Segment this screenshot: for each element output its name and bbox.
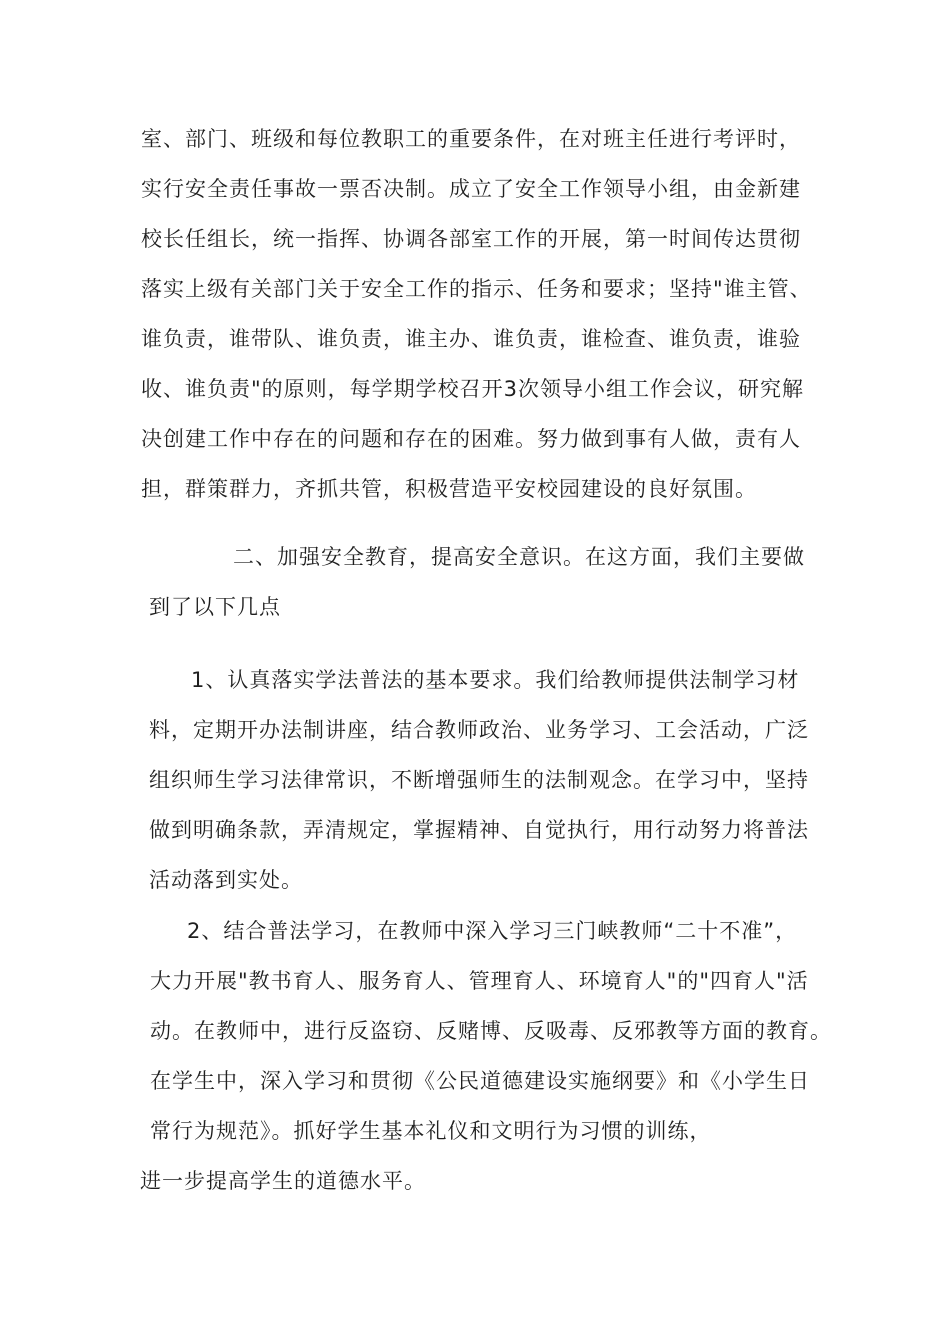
text-line: 谁负责，谁带队、谁负责，谁主办、谁负责，谁检查、谁负责，谁验 <box>141 327 801 351</box>
text-line: 料，定期开办法制讲座，结合教师政治、业务学习、工会活动，广泛 <box>149 718 809 742</box>
text-line: 动。在教师中，进行反盗窃、反赌博、反吸毒、反邪教等方面的教育。 <box>150 1019 832 1043</box>
text-line: 进一步提高学生的道德水平。 <box>140 1169 426 1193</box>
text-line: 2、结合普法学习，在教师中深入学习三门峡教师“二十不准”， <box>187 919 798 943</box>
text-line: 收、谁负责"的原则，每学期学校召开3次领导小组工作会议，研究解 <box>141 377 805 401</box>
text-line: 活动落到实处。 <box>149 868 303 892</box>
text-line: 校长任组长，统一指挥、协调各部室工作的开展，第一时间传达贯彻 <box>141 227 801 251</box>
text-line: 做到明确条款，弄清规定，掌握精神、自觉执行，用行动努力将普法 <box>149 818 809 842</box>
text-line: 担，群策群力，齐抓共管，积极营造平安校园建设的良好氛围。 <box>141 477 757 501</box>
text-line: 落实上级有关部门关于安全工作的指示、任务和要求；坚持"谁主管、 <box>141 277 812 301</box>
text-line: 到了以下几点 <box>149 595 281 619</box>
text-line: 组织师生学习法律常识，不断增强师生的法制观念。在学习中，坚持 <box>149 768 809 792</box>
text-line: 大力开展"教书育人、服务育人、管理育人、环境育人"的"四育人"活 <box>150 969 809 993</box>
text-line: 1、认真落实学法普法的基本要求。我们给教师提供法制学习材 <box>191 668 800 692</box>
text-line: 室、部门、班级和每位教职工的重要条件，在对班主任进行考评时， <box>141 127 801 151</box>
section-heading-line: 二、加强安全教育，提高安全意识。在这方面，我们主要做 <box>233 545 805 569</box>
text-line: 常行为规范》。抓好学生基本礼仪和文明行为习惯的训练， <box>150 1119 712 1143</box>
text-line: 决创建工作中存在的问题和存在的困难。努力做到事有人做，责有人 <box>141 427 801 451</box>
text-line: 实行安全责任事故一票否决制。成立了安全工作领导小组，由金新建 <box>141 177 801 201</box>
text-line: 在学生中，深入学习和贯彻《公民道德建设实施纲要》和《小学生日 <box>150 1069 810 1093</box>
